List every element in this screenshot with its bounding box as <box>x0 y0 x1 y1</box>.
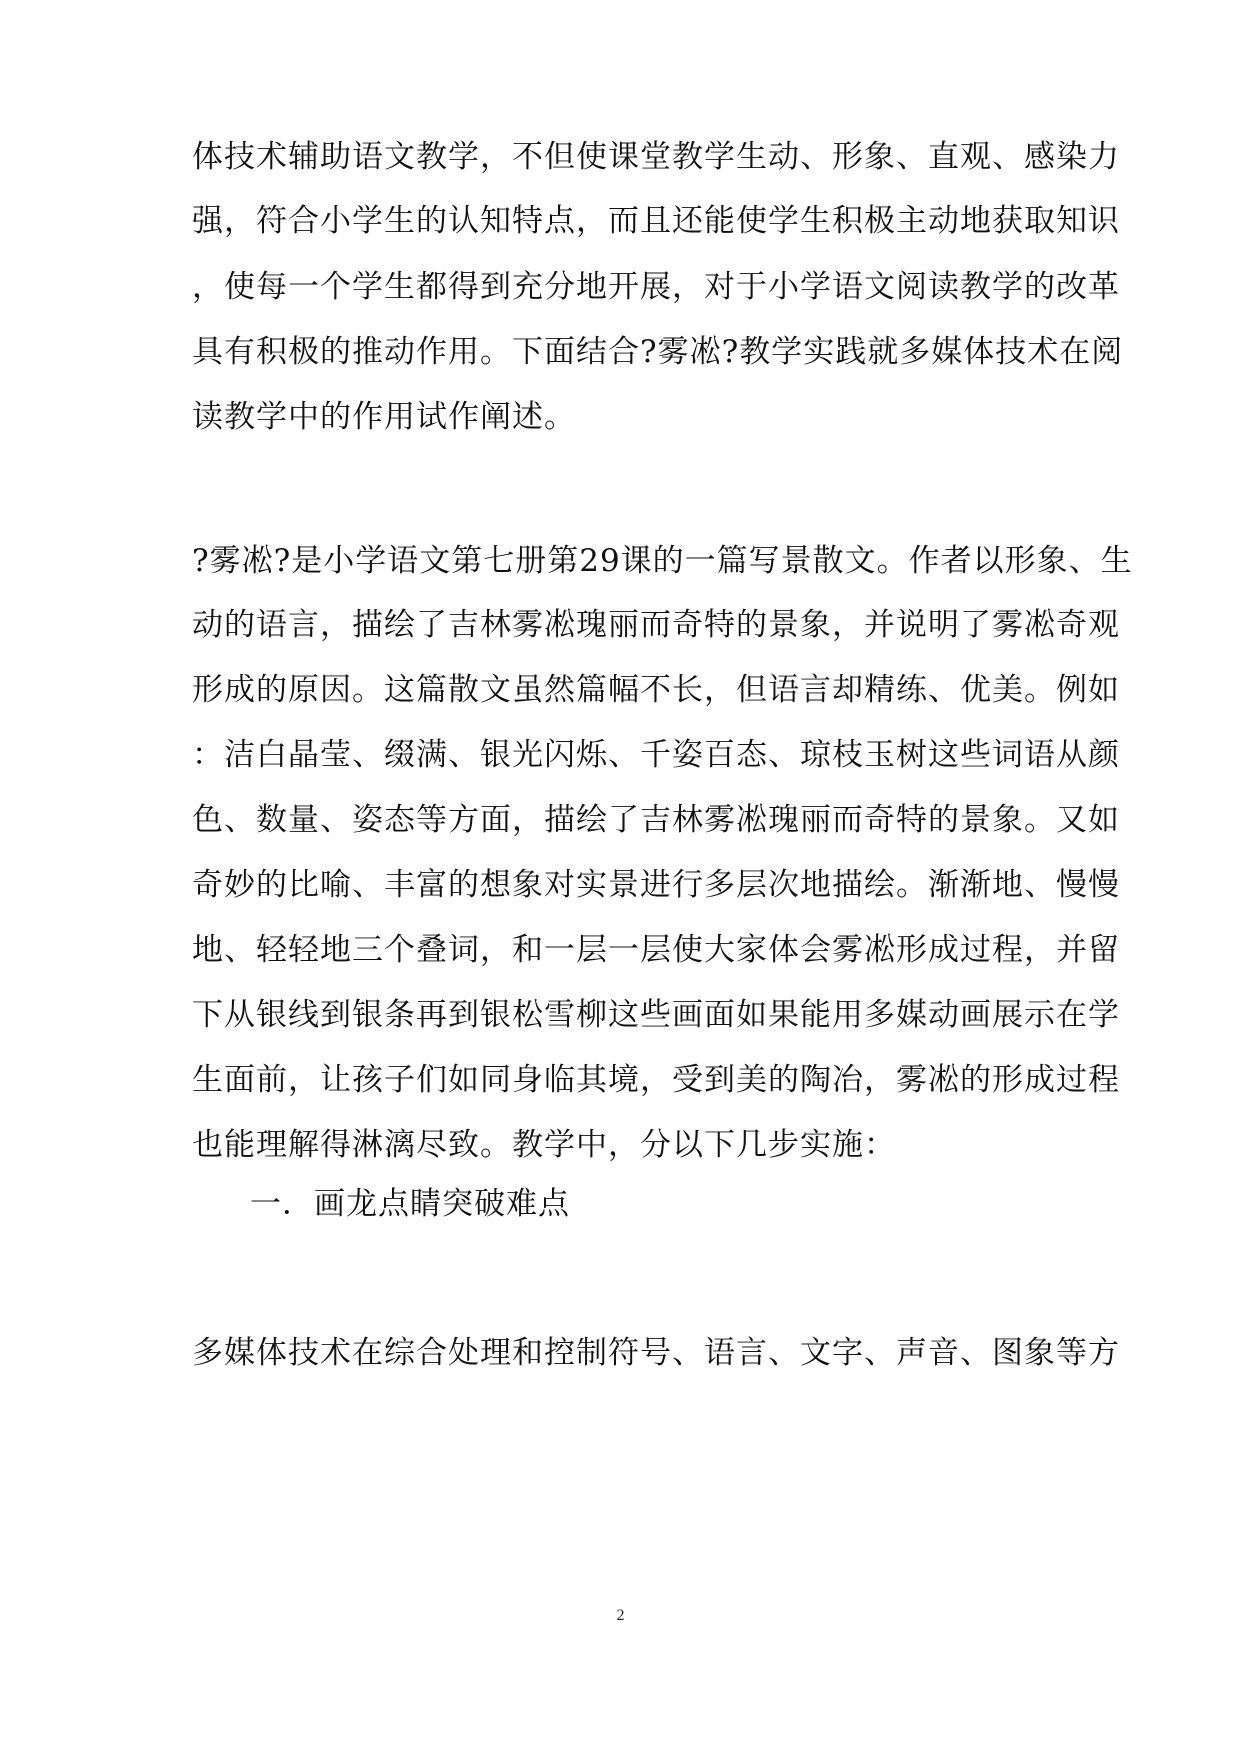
text-line: 生面前，让孩子们如同身临其境，受到美的陶冶，雾凇的形成过程 <box>192 1062 1120 1098</box>
text-line: ?雾凇?是小学语文第七册第29课的一篇写景散文。作者以形象、生 <box>192 543 1133 579</box>
text-line: ：洁白晶莹、缀满、银光闪烁、千姿百态、琼枝玉树这些词语从颜 <box>192 737 1120 773</box>
text-line: 奇妙的比喻、丰富的想象对实景进行多层次地描绘。渐渐地、慢慢 <box>192 867 1120 903</box>
section-heading: 一．画龙点睛突破难点 <box>250 1186 570 1222</box>
text-line: 形成的原因。这篇散文虽然篇幅不长，但语言却精练、优美。例如 <box>192 672 1120 708</box>
text-line: 地、轻轻地三个叠词，和一层一层使大家体会雾凇形成过程，并留 <box>192 932 1120 968</box>
text-line: 色、数量、姿态等方面，描绘了吉林雾凇瑰丽而奇特的景象。又如 <box>192 802 1120 838</box>
text-line: 下从银线到银条再到银松雪柳这些画面如果能用多媒动画展示在学 <box>192 997 1120 1033</box>
page-number: 2 <box>616 1607 625 1624</box>
text-line: 也能理解得淋漓尽致。教学中，分以下几步实施： <box>192 1127 896 1163</box>
text-line: 多媒体技术在综合处理和控制符号、语言、文字、声音、图象等方 <box>192 1335 1120 1371</box>
text-line: ，使每一个学生都得到充分地开展，对于小学语文阅读教学的改革 <box>192 269 1120 305</box>
text-line: 动的语言，描绘了吉林雾凇瑰丽而奇特的景象，并说明了雾凇奇观 <box>192 607 1120 643</box>
text-line: 具有积极的推动作用。下面结合?雾凇?教学实践就多媒体技术在阅 <box>192 334 1124 370</box>
text-line: 读教学中的作用试作阐述。 <box>192 399 576 435</box>
text-line: 体技术辅助语文教学，不但使课堂教学生动、形象、直观、感染力 <box>192 139 1120 175</box>
text-line: 强，符合小学生的认知特点，而且还能使学生积极主动地获取知识 <box>192 203 1120 239</box>
